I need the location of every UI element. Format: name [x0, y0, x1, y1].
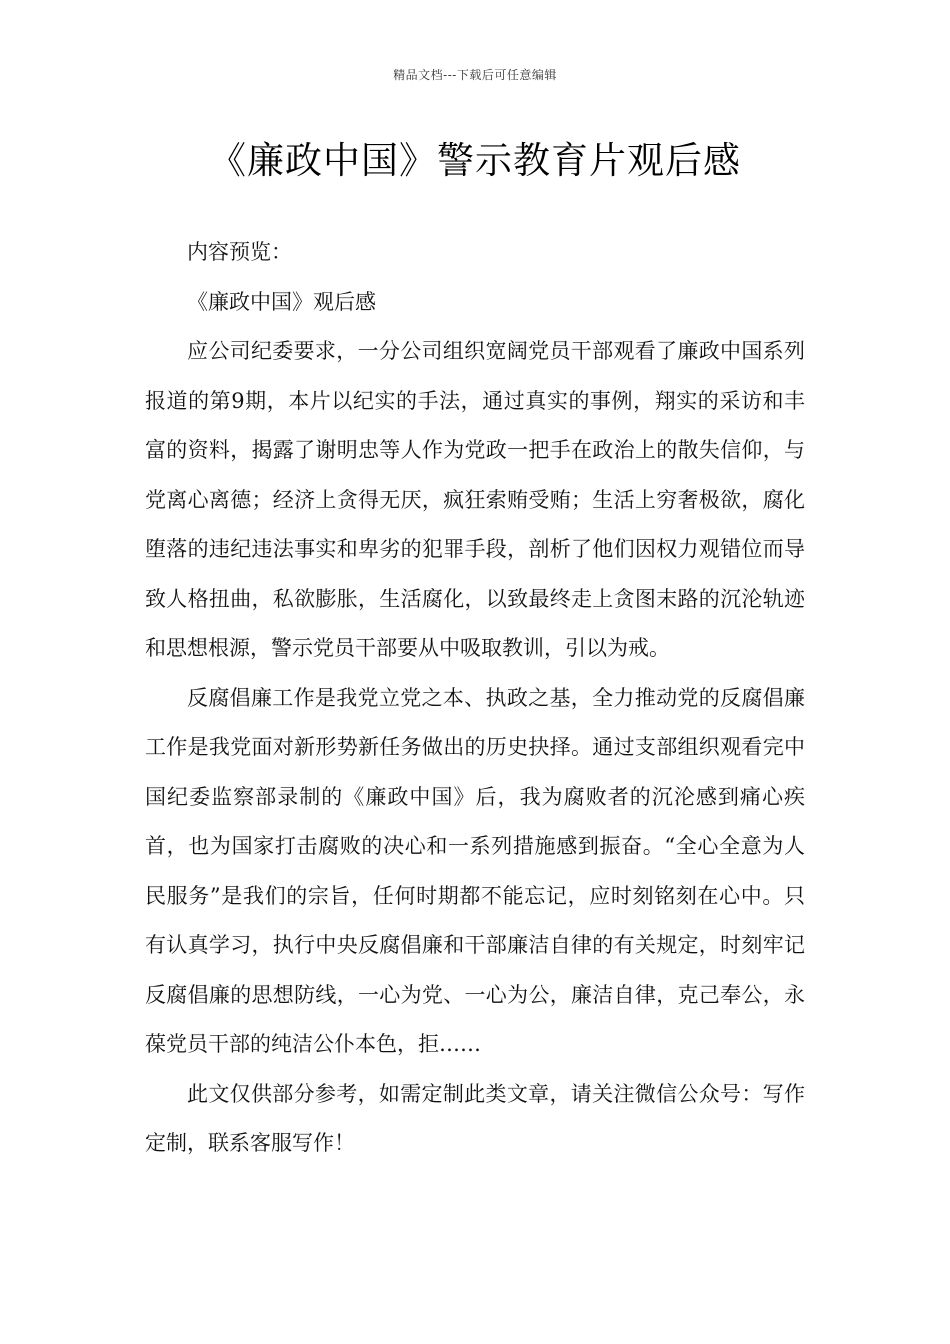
- paragraph-body-1: 应公司纪委要求，一分公司组织宽阔党员干部观看了廉政中国系列报道的第9期，本片以纪实的手法，通过真实的事例，翔实的采访和丰富的资料，揭露了谢明忠等人作为党政一把手在政治上的散失信仰，与党离心离德；经济上贪得无厌，疯狂索贿受贿；生活上穷奢极欲，腐化堕落的违纪违法事实和卑劣的犯罪手段，剖析了他们因权力观错位而导致人格扭曲，私欲膨胀，生活腐化，以致最终走上贪图末路的沉沦轨迹和思想根源，警示党员干部要从中吸取教训，引以为戒。: [145, 339, 805, 660]
- document-body: [145, 228, 805, 1169]
- document-title: 《廉政中国》警示教育片观后感: [209, 139, 741, 182]
- paragraph-footer-note: 此文仅供部分参考，如需定制此类文章，请关注微信公众号：写作定制，联系客服写作！: [145, 1081, 805, 1155]
- paragraph-preview-label: 内容预览：: [187, 240, 292, 264]
- paragraph-body-2: 反腐倡廉工作是我党立党之本、执政之基，全力推动党的反腐倡廉工作是我党面对新形势新任务做出的历史抉择。通过支部组织观看完中国纪委监察部录制的《廉政中国》后，我为腐败者的沉沦感到痛心疾首，也为国家打击腐败的决心和一系列措施感到振奋。“全心全意为人民服务”是我们的宗旨，任何时期都不能忘记，应时刻铭刻在心中。只有认真学习，执行中央反腐倡廉和干部廉洁自律的有关规定，时刻牢记反腐倡廉的思想防线，一心为党、一心为公，廉洁自律，克己奉公，永葆党员干部的纯洁公仆本色，拒……: [145, 685, 805, 1056]
- header-note: 精品文档---下载后可任意编辑: [393, 68, 557, 82]
- paragraph-subtitle: 《廉政中国》观后感: [187, 289, 376, 314]
